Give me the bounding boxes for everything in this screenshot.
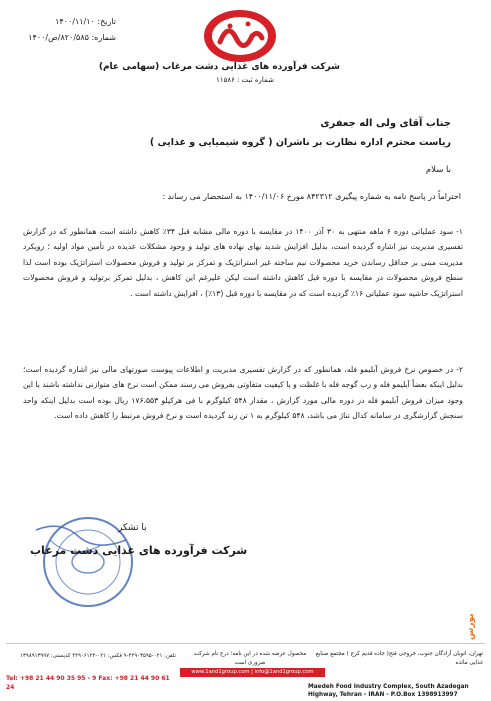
paragraph-2: ۲- در خصوص نرخ فروش آبلیمو فله، همانطور که در گزارش تفسیری مدیریت و اطلاعات پیوست صورتهای مالی نیز اشاره گردیده است؛ بدلیل اینکه بعضاً آبلیمو فله و رب گوجه فله با غلظت و یا کیفیت متفاوتی بفروش می رسند ممکن است نرخ های متوازنی نداشته باشند با این وجود میزان فروش آبلیمو فله در دوره مالی مورد گزارش ، مقدار ۵۴۸ کیلوگرم با فی هرکیلو ۱۷۶،۵۵۳ ریال بوده است بدلیل اینکه واحد سنجش گزارشگری در سامانه کدال تناژ می باشد، ۵۴۸ کیلوگرم به ۱ تن رند گردیده است و نرخ فروش مرتبط را کاهش داده است.	[23, 365, 463, 421]
subject: ریاست محترم اداره نظارت بر ناشران ( گروه شیمیایی و غذایی )	[149, 137, 451, 148]
registration-number: شماره ثبت : ۱۱۵۸۶	[216, 76, 274, 84]
footer-address-fa: تهران، اتوبان آزادگان جنوب، خروجی فتح( جاده قدیم کرج ) مجتمع صنایع غذایی مائده	[315, 651, 483, 666]
intro-line: احتراماً در پاسخ نامه به شماره پیگیری ۸۴۲۳۱۲ مورخ ۱۴۰۰/۱۱/۰۶ به استحضار می رساند :	[162, 192, 461, 201]
footer-phone-en: Tel: +98 21 44 90 35 95 - 9 Fax: +98 21 44 90 61 24	[6, 675, 170, 691]
letter-number: شماره: ۸۲۰/۵۸۵/ص/۱۴۰۰	[28, 33, 116, 42]
signature-company: شرکت فرآورده های غذایی دشت مرغاب	[30, 544, 248, 557]
letter-meta	[6, 14, 116, 46]
signature-closing: با تشکر	[118, 523, 147, 533]
paragraph-1: ۱- سود عملیاتی دوره ۶ ماهه منتهی به ۳۰ آذر ۱۴۰۰ در مقایسه با دوره مالی مشابه قبل ۳۴٪ کاهش داشته است همانطور که در گزارش تفسیری مدیریت نیز اشاره گردیده است، بدلیل افزایش شدید بهای نهاده های تولید و وجود مشکلات عدیده در تأمین مواد اولیه ؛ رویکرد مدیریت مبنی بر حداقل رساندن خرید محصولات نیم ساخته غیر استراتژیک و تمرکز بر تولید و فروش محصولات استراتژیک بوده است لذا سطح فروش محصولات در مقایسه با دوره قبل کاهش داشته است لیکن علیرغم این کاهش ، بدلیل تمرکز برتولید و فروش محصولات استراتژیک حاشیه سود عملیاتی ۱۶٪ گردیده است که در مقایسه با دوره قبل (۱۳٪) ، افزایش داشته است .	[23, 227, 463, 298]
recipient: جناب آقای ولی اله جعفری	[320, 118, 451, 129]
watermark-text: بورس	[466, 613, 476, 640]
letter-date: تاریخ: ۱۴۰۰/۱۱/۱۰	[55, 17, 116, 26]
footer-phone-fa: تلفن: ۰۲۱-۴۴۹۰۳۵۹۵-۹ فکس: ۰۲۱-۴۴۹۰۶۱۲۴ کدپستی: ۱۳۹۸۹۱۳۹۹۷	[20, 653, 176, 659]
footer-note: محصول عرضه شده در این نامه؛ درج نام شرکت ضروری است	[193, 651, 307, 666]
company-logo	[200, 8, 280, 66]
company-name: شرکت فرآورده های غذایی دشت مرغاب (سهامی عام)	[98, 62, 340, 72]
footer-address-en: Maedeh Food Industry Complex, South Azadegan Highway, Tehran - IRAN - P.O.Box 1398913997	[308, 684, 469, 698]
footer-divider	[6, 643, 485, 644]
footer-website-bar[interactable]: www.1and1group.com | info@1and1group.com	[180, 668, 325, 677]
greeting: با سلام	[425, 165, 451, 175]
